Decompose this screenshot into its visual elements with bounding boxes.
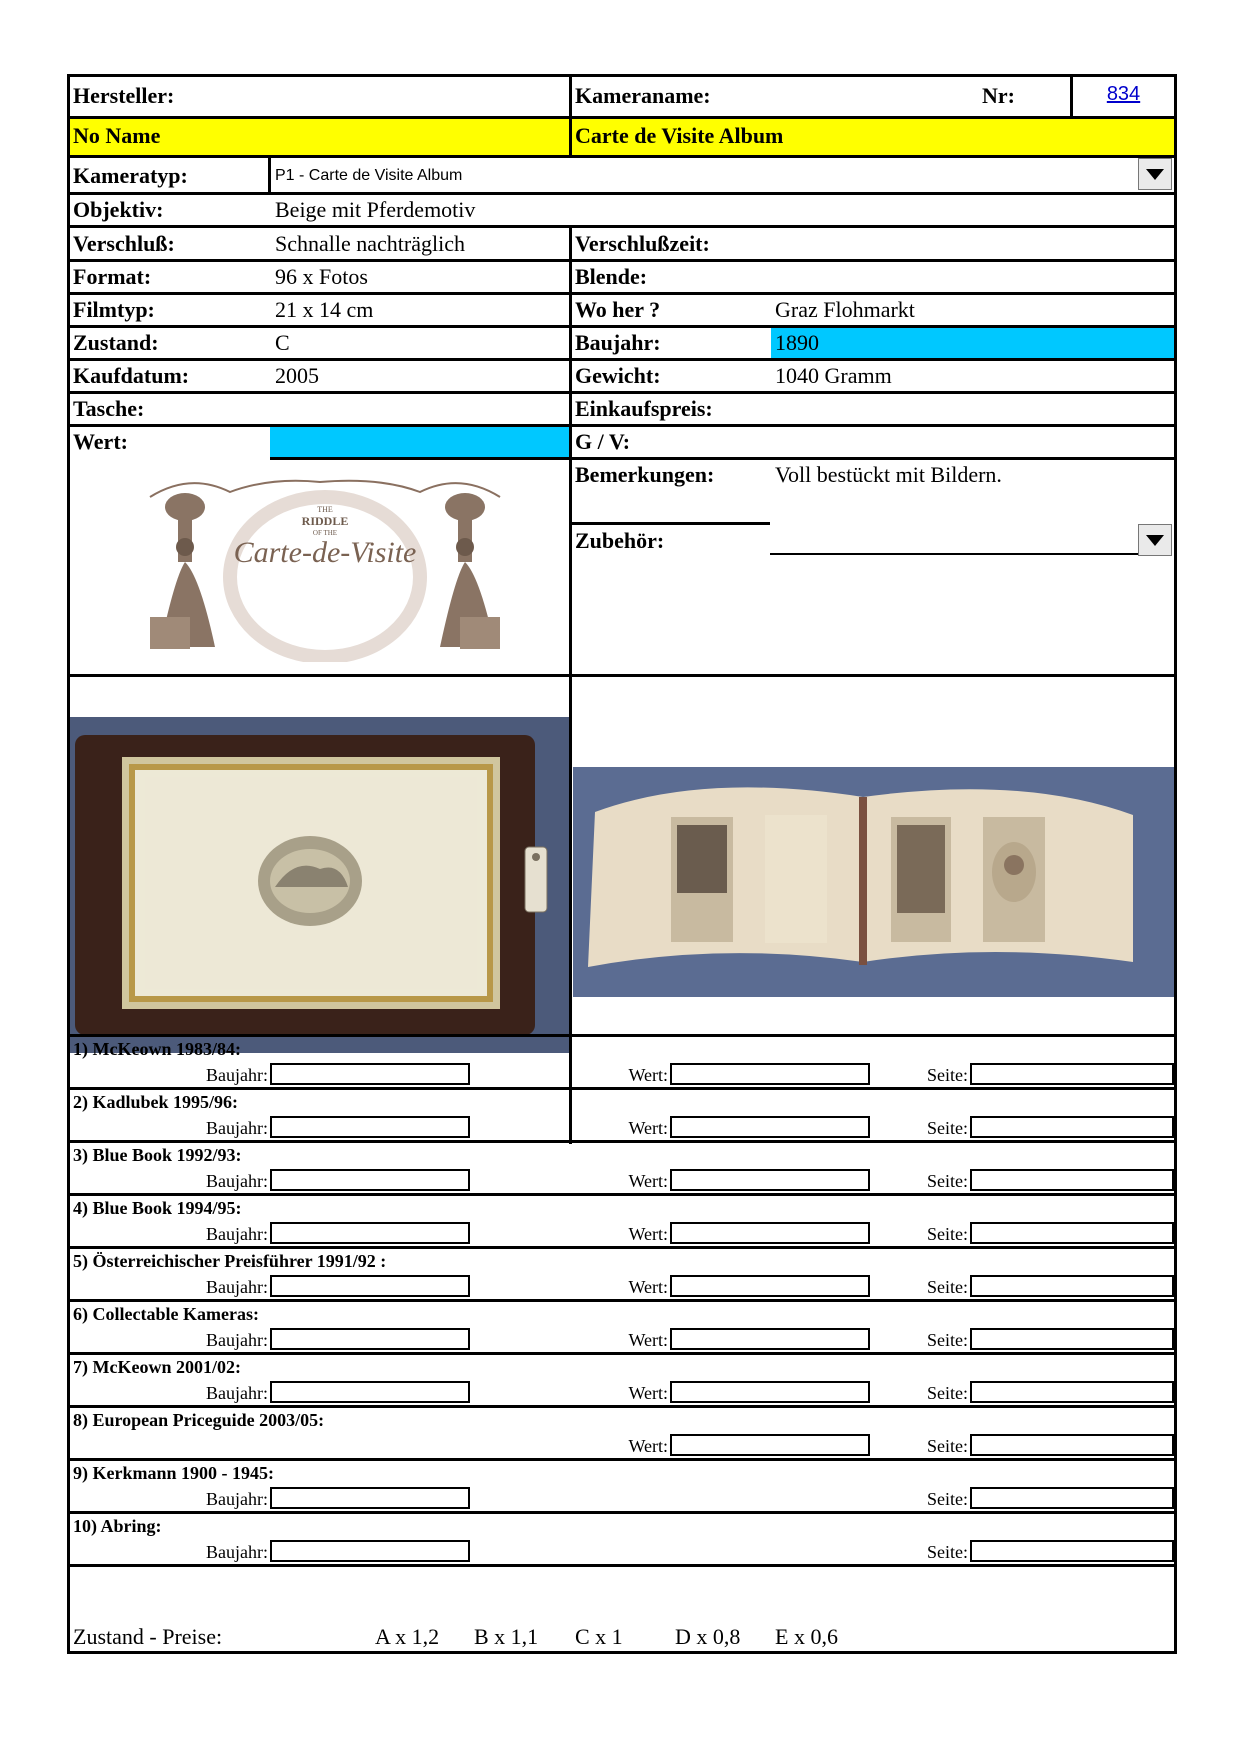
reference-wert-input[interactable] — [670, 1169, 870, 1191]
factor-a: A x 1,2 — [375, 1624, 440, 1649]
divider — [70, 1193, 1174, 1196]
divider — [70, 1246, 1174, 1249]
kaufdatum-value: 2005 — [275, 363, 319, 388]
filmtyp-label: Filmtyp: — [73, 297, 155, 322]
reference-seite-input[interactable] — [970, 1487, 1174, 1509]
divider — [70, 1405, 1174, 1408]
manufacturer-value: No Name — [73, 123, 161, 148]
reference-seite-label: Seite: — [927, 1489, 968, 1509]
gewicht-label: Gewicht: — [575, 363, 661, 388]
reference-wert-label: Wert: — [628, 1118, 668, 1138]
logo-line2: RIDDLE — [301, 514, 349, 528]
kameratyp-label: Kameratyp: — [73, 163, 188, 188]
reference-seite-input[interactable] — [970, 1222, 1174, 1244]
divider — [70, 424, 1174, 427]
reference-wert-input[interactable] — [670, 1116, 870, 1138]
album-open-photo — [573, 767, 1174, 997]
reference-baujahr-input[interactable] — [270, 1381, 470, 1403]
reference-title: 1) McKeown 1983/84: — [73, 1039, 241, 1059]
reference-wert-label: Wert: — [628, 1065, 668, 1085]
divider — [70, 358, 1174, 361]
logo-line1: THE — [317, 505, 333, 514]
format-value: 96 x Fotos — [275, 264, 368, 289]
kameratyp-select-value[interactable]: P1 - Carte de Visite Album — [275, 167, 463, 184]
verschlusszeit-label: Verschlußzeit: — [575, 231, 710, 256]
factor-d: D x 0,8 — [675, 1624, 741, 1649]
zubehoer-underline — [770, 553, 1138, 555]
reference-wert-input[interactable] — [670, 1275, 870, 1297]
reference-seite-input[interactable] — [970, 1063, 1174, 1085]
reference-title: 3) Blue Book 1992/93: — [73, 1145, 242, 1165]
reference-wert-input[interactable] — [670, 1328, 870, 1350]
reference-baujahr-label: Baujahr: — [206, 1065, 268, 1085]
divider — [70, 155, 1174, 158]
reference-baujahr-label: Baujahr: — [206, 1489, 268, 1509]
reference-title: 6) Collectable Kameras: — [73, 1304, 259, 1324]
reference-wert-input[interactable] — [670, 1222, 870, 1244]
number-label: Nr: — [982, 83, 1015, 108]
woher-label: Wo her ? — [575, 297, 661, 322]
reference-wert-input[interactable] — [670, 1434, 870, 1456]
verschluss-label: Verschluß: — [73, 231, 175, 256]
baujahr-label: Baujahr: — [575, 330, 661, 355]
kaufdatum-label: Kaufdatum: — [73, 363, 190, 388]
reference-baujahr-input[interactable] — [270, 1063, 470, 1085]
reference-title: 4) Blue Book 1994/95: — [73, 1198, 242, 1218]
reference-baujahr-label: Baujahr: — [206, 1118, 268, 1138]
reference-title: 5) Österreichischer Preisführer 1991/92 : — [73, 1251, 387, 1271]
album-cover-photo — [70, 717, 569, 1053]
verschluss-value: Schnalle nachträglich — [275, 231, 465, 256]
reference-seite-input[interactable] — [970, 1275, 1174, 1297]
reference-seite-label: Seite: — [927, 1118, 968, 1138]
zustand-value: C — [275, 330, 290, 355]
reference-baujahr-label: Baujahr: — [206, 1330, 268, 1350]
divider — [70, 225, 1174, 228]
reference-seite-label: Seite: — [927, 1171, 968, 1191]
chevron-down-icon — [1146, 169, 1164, 180]
reference-baujahr-input[interactable] — [270, 1169, 470, 1191]
bemerkungen-value: Voll bestückt mit Bildern. — [775, 462, 1002, 487]
zubehoer-label: Zubehör: — [575, 528, 665, 553]
reference-wert-label: Wert: — [628, 1383, 668, 1403]
reference-seite-input[interactable] — [970, 1116, 1174, 1138]
main-column-divider — [569, 225, 572, 1144]
reference-baujahr-input[interactable] — [270, 1540, 470, 1562]
gewicht-value: 1040 Gramm — [775, 363, 892, 388]
objektiv-label: Objektiv: — [73, 197, 164, 222]
reference-wert-label: Wert: — [628, 1224, 668, 1244]
kameratyp-dropdown-button[interactable] — [1138, 158, 1172, 190]
divider — [70, 1352, 1174, 1355]
reference-seite-label: Seite: — [927, 1065, 968, 1085]
reference-wert-input[interactable] — [670, 1063, 870, 1085]
divider — [572, 522, 770, 525]
reference-seite-input[interactable] — [970, 1434, 1174, 1456]
number-link[interactable]: 834 — [1106, 83, 1141, 105]
divider — [70, 1564, 1174, 1567]
reference-wert-label: Wert: — [628, 1436, 668, 1456]
reference-title: 2) Kadlubek 1995/96: — [73, 1092, 239, 1112]
reference-title: 7) McKeown 2001/02: — [73, 1357, 241, 1377]
reference-seite-label: Seite: — [927, 1436, 968, 1456]
divider — [70, 1087, 1174, 1090]
divider — [70, 292, 1174, 295]
objektiv-value: Beige mit Pferdemotiv — [275, 197, 476, 222]
reference-title: 8) European Priceguide 2003/05: — [73, 1410, 325, 1430]
reference-seite-input[interactable] — [970, 1381, 1174, 1403]
divider — [270, 457, 1174, 460]
divider — [70, 1458, 1174, 1461]
reference-seite-label: Seite: — [927, 1224, 968, 1244]
divider — [70, 391, 1174, 394]
divider — [70, 674, 1174, 677]
reference-wert-label: Wert: — [628, 1171, 668, 1191]
factor-e: E x 0,6 — [775, 1624, 838, 1649]
reference-seite-input[interactable] — [970, 1328, 1174, 1350]
baujahr-value: 1890 — [775, 330, 819, 355]
reference-baujahr-input[interactable] — [270, 1222, 470, 1244]
reference-baujahr-input[interactable] — [270, 1487, 470, 1509]
footer-label: Zustand - Preise: — [73, 1624, 223, 1649]
carte-de-visite-logo — [130, 467, 520, 662]
divider — [70, 1299, 1174, 1302]
reference-wert-input[interactable] — [670, 1381, 870, 1403]
zubehoer-dropdown-button[interactable] — [1138, 524, 1172, 556]
divider — [70, 1140, 1174, 1143]
reference-baujahr-input[interactable] — [270, 1116, 470, 1138]
reference-seite-input[interactable] — [970, 1540, 1174, 1562]
camera-name-label: Kameraname: — [575, 83, 711, 108]
reference-baujahr-label: Baujahr: — [206, 1542, 268, 1562]
tasche-label: Tasche: — [73, 396, 145, 421]
reference-wert-label: Wert: — [628, 1277, 668, 1297]
baujahr-highlight — [771, 328, 1174, 358]
logo-line4: Carte-de-Visite — [233, 536, 417, 569]
reference-title: 9) Kerkmann 1900 - 1945: — [73, 1463, 274, 1483]
manufacturer-label: Hersteller: — [73, 83, 175, 108]
woher-value: Graz Flohmarkt — [775, 297, 915, 322]
format-label: Format: — [73, 264, 152, 289]
reference-wert-label: Wert: — [628, 1330, 668, 1350]
logo-line3: OF THE — [312, 529, 338, 537]
kameratyp-divider — [268, 158, 271, 192]
reference-title: 10) Abring: — [73, 1516, 162, 1536]
einkaufspreis-label: Einkaufspreis: — [575, 396, 713, 421]
divider — [70, 1511, 1174, 1514]
camera-name-value: Carte de Visite Album — [575, 123, 784, 148]
reference-seite-label: Seite: — [927, 1277, 968, 1297]
reference-baujahr-input[interactable] — [270, 1328, 470, 1350]
blende-label: Blende: — [575, 264, 648, 289]
reference-seite-input[interactable] — [970, 1169, 1174, 1191]
factor-c: C x 1 — [575, 1624, 623, 1649]
divider — [70, 259, 1174, 262]
bemerkungen-label: Bemerkungen: — [575, 462, 715, 487]
zustand-label: Zustand: — [73, 330, 159, 355]
reference-baujahr-label: Baujahr: — [206, 1171, 268, 1191]
reference-baujahr-label: Baujahr: — [206, 1224, 268, 1244]
gv-label: G / V: — [575, 429, 631, 454]
reference-seite-label: Seite: — [927, 1383, 968, 1403]
camera-record-sheet — [67, 74, 1177, 1654]
chevron-down-icon — [1146, 535, 1164, 546]
reference-seite-label: Seite: — [927, 1330, 968, 1350]
factor-b: B x 1,1 — [474, 1624, 539, 1649]
wert-label: Wert: — [73, 429, 128, 454]
header-column-divider — [569, 77, 572, 155]
filmtyp-value: 21 x 14 cm — [275, 297, 374, 322]
divider — [70, 1034, 1174, 1037]
reference-baujahr-label: Baujahr: — [206, 1383, 268, 1403]
reference-baujahr-label: Baujahr: — [206, 1277, 268, 1297]
divider — [70, 192, 1174, 195]
wert-highlight — [270, 427, 569, 457]
reference-seite-label: Seite: — [927, 1542, 968, 1562]
reference-baujahr-input[interactable] — [270, 1275, 470, 1297]
